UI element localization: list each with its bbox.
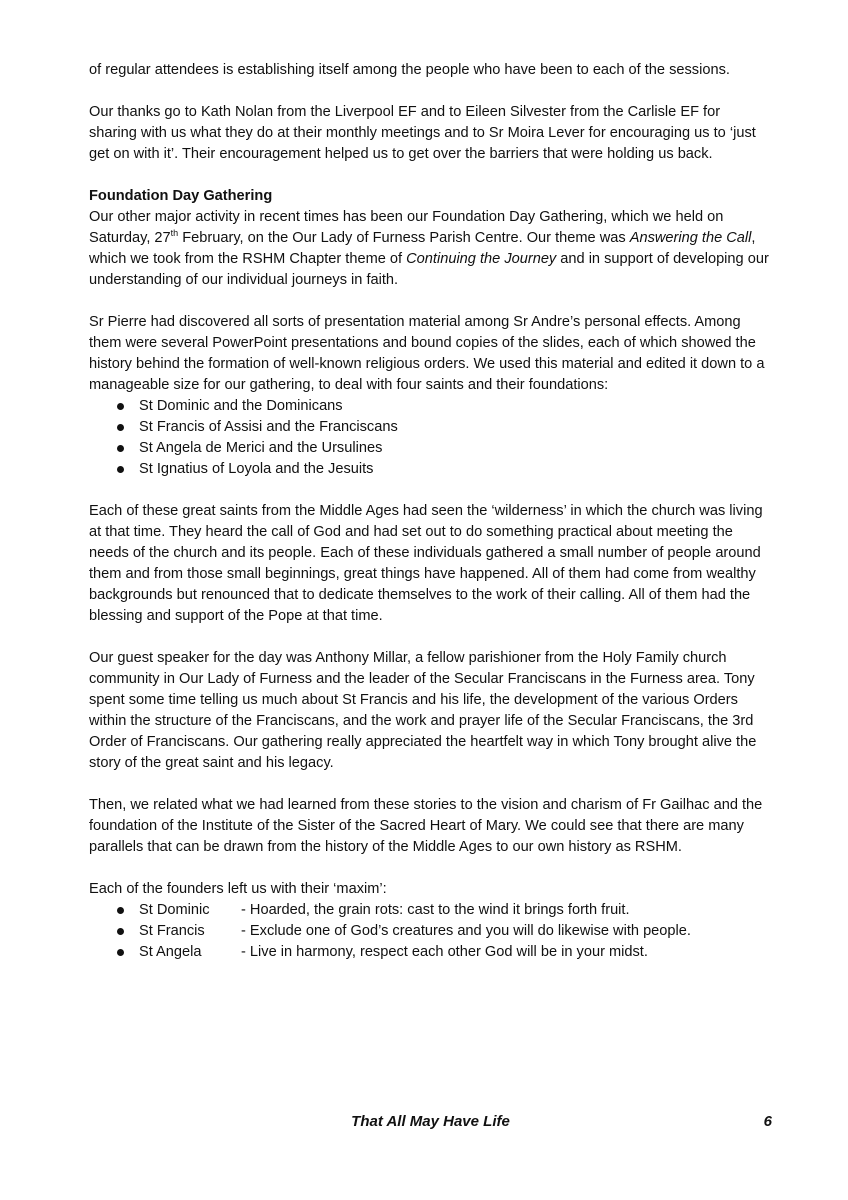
maxims-list — [89, 900, 769, 963]
list-item-text: St Dominic and the Dominicans — [139, 398, 343, 414]
paragraph-guest-speaker: Our guest speaker for the day was Anthony Millar, a fellow parishioner from the Holy Family church community in Our Lady of Furness and the leader of the Secular Franciscans in the Furness area. Tony spent some time telling us much about St Francis and his life, the development of the various Orders within the structure of the Franciscans, and the work and prayer life of the Secular Franciscans, the 3rd Order of Franciscans. Our gathering really appreciated the heartfelt way in which Tony brought alive the story of the great saint and his legacy. — [89, 650, 757, 771]
list-item — [89, 942, 769, 963]
section-heading: Foundation Day Gathering — [89, 188, 273, 204]
page-footer — [89, 1113, 772, 1133]
paragraph-attendees: of regular attendees is establishing itself among the people who have been to each of the sessions. — [89, 62, 730, 78]
italic-theme: Answering the Call — [629, 230, 752, 246]
list-item — [89, 396, 769, 417]
maxim-founder: St Angela — [139, 944, 202, 960]
maxim-text: - Hoarded, the grain rots: cast to the wind it brings forth fruit. — [241, 902, 630, 918]
list-item-text: St Ignatius of Loyola and the Jesuits — [139, 461, 374, 477]
text-run: and in support of developing our understanding of our individual journeys in faith. — [89, 251, 769, 288]
paragraph-thanks: Our thanks go to Kath Nolan from the Liverpool EF and to Eileen Silvester from the Carlisle EF for sharing with us what they do at their monthly meetings and to Sr Moira Lever for encouraging us to ‘just get on with it’. Their encouragement helped us to get over the barriers that were holding us back. — [89, 104, 756, 162]
list-item-text: St Francis of Assisi and the Franciscans — [139, 419, 398, 435]
list-item — [89, 417, 769, 438]
bullet-icon — [117, 445, 124, 452]
list-item — [89, 900, 769, 921]
paragraph-great-saints: Each of these great saints from the Middle Ages had seen the ‘wilderness’ in which the church was living at that time. They heard the call of God and had set out to do something practical about meeting the needs of the church and its people. Each of these individuals gathered a small number of people around them and from those small beginnings, great things have happened. All of them had come from wealthy backgrounds but renounced that to dedicate themselves to the work of their calling. All of them had the blessing and support of the Pope at that time. — [89, 503, 763, 624]
bullet-icon — [117, 466, 124, 473]
paragraph-vision-charism: Then, we related what we had learned from these stories to the vision and charism of Fr Gailhac and the foundation of the Institute of the Sister of the Sacred Heart of Mary. We could see that there are many parallels that can be drawn from the history of the Middle Ages to our own history as RSHM. — [89, 797, 763, 855]
maxim-founder: St Francis — [139, 923, 205, 939]
maxim-founder: St Dominic — [139, 902, 210, 918]
text-run: Our other major activity in recent times has been our Foundation Day Gathering, which we held on Saturday, 27 — [89, 209, 724, 246]
bullet-icon — [117, 907, 124, 914]
text-run: , which we took from the RSHM Chapter theme of — [89, 230, 756, 267]
list-item-text: St Angela de Merici and the Ursulines — [139, 440, 383, 456]
paragraph-presentation-material: Sr Pierre had discovered all sorts of presentation material among Sr Andre’s personal effects. Among them were several PowerPoint presentations and bound copies of the slides, each of which showed the history behind the formation of well-known religious orders. We used this material and edited it down to a manageable size for our gathering, to deal with four saints and their foundations: — [89, 314, 765, 393]
bullet-icon — [117, 424, 124, 431]
bullet-icon — [117, 949, 124, 956]
paragraph-foundation-day — [89, 207, 769, 291]
list-item — [89, 459, 769, 480]
bullet-icon — [117, 928, 124, 935]
superscript: th — [170, 228, 179, 239]
document-body — [89, 60, 769, 963]
maxim-text: - Exclude one of God’s creatures and you will do likewise with people. — [241, 923, 691, 939]
footer-title: That All May Have Life — [351, 1113, 510, 1130]
paragraph-maxim-intro: Each of the founders left us with their ‘maxim’: — [89, 881, 387, 897]
saints-list — [89, 396, 769, 480]
text-run: February, on the Our Lady of Furness Parish Centre. Our theme was — [178, 230, 630, 246]
list-item — [89, 921, 769, 942]
page-number: 6 — [763, 1113, 772, 1130]
list-item — [89, 438, 769, 459]
maxim-text: - Live in harmony, respect each other God will be in your midst. — [241, 944, 648, 960]
bullet-icon — [117, 403, 124, 410]
italic-chapter-theme: Continuing the Journey — [406, 251, 557, 267]
